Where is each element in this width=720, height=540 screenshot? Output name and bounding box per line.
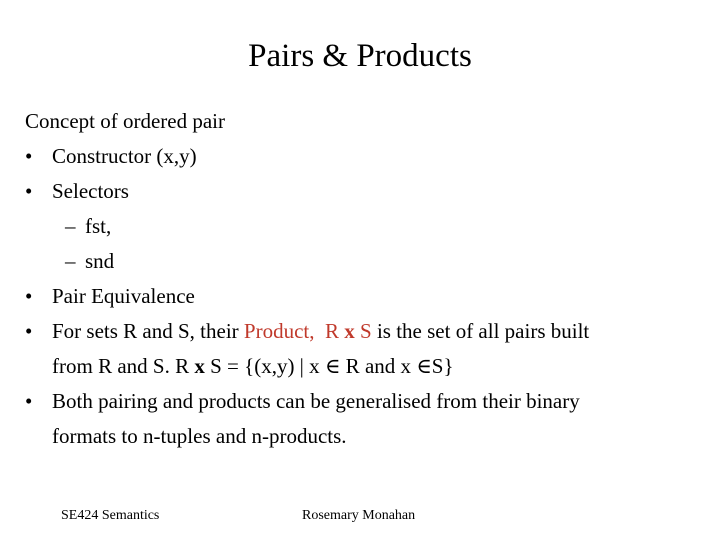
sub-item-text: fst, (85, 214, 112, 238)
sub-item-text: snd (85, 249, 115, 273)
bullet-icon: • (25, 144, 33, 168)
bullet-selectors (25, 174, 705, 209)
bullet-icon: • (25, 389, 33, 413)
product-expr-s: S (354, 319, 372, 343)
generalise-continuation: formats to n-tuples and n-products. (52, 424, 347, 448)
product-prefix: For sets R and S, their (52, 319, 244, 343)
intro-line: Concept of ordered pair (25, 109, 226, 133)
slide-title: Pairs & Products (248, 38, 472, 74)
product-gap (315, 319, 326, 343)
dash-icon: – (65, 214, 76, 238)
dash-icon: – (65, 249, 76, 273)
product-term: Product, (243, 319, 315, 343)
product-cont-suffix: S = {(x,y) | x ∈ R and x ∈S} (204, 354, 454, 378)
product-cont-prefix: from R and S. R (52, 354, 195, 378)
sub-item-snd (25, 244, 705, 279)
footer-author: Rosemary Monahan (302, 508, 416, 523)
bullet-icon: • (25, 284, 33, 308)
slide-body (25, 104, 705, 454)
bullet-generalise (25, 384, 705, 419)
bullet-text: Selectors (52, 179, 129, 203)
product-cont-x: x (194, 354, 205, 378)
product-expr-r: R (325, 319, 345, 343)
bullet-icon: • (25, 179, 33, 203)
product-suffix: is the set of all pairs built (371, 319, 590, 343)
product-definition-continuation (25, 349, 705, 384)
generalise-line-1: Both pairing and products can be generalised from their binary (52, 389, 580, 413)
bullet-text: Pair Equivalence (52, 284, 195, 308)
bullet-product-definition (25, 314, 705, 349)
bullet-icon: • (25, 319, 33, 343)
bullet-constructor (25, 139, 705, 174)
footer-course: SE424 Semantics (61, 508, 160, 523)
sub-item-fst (25, 209, 705, 244)
bullet-pair-equivalence (25, 279, 705, 314)
product-expr-x: x (344, 319, 355, 343)
bullet-text: Constructor (x,y) (52, 144, 197, 168)
